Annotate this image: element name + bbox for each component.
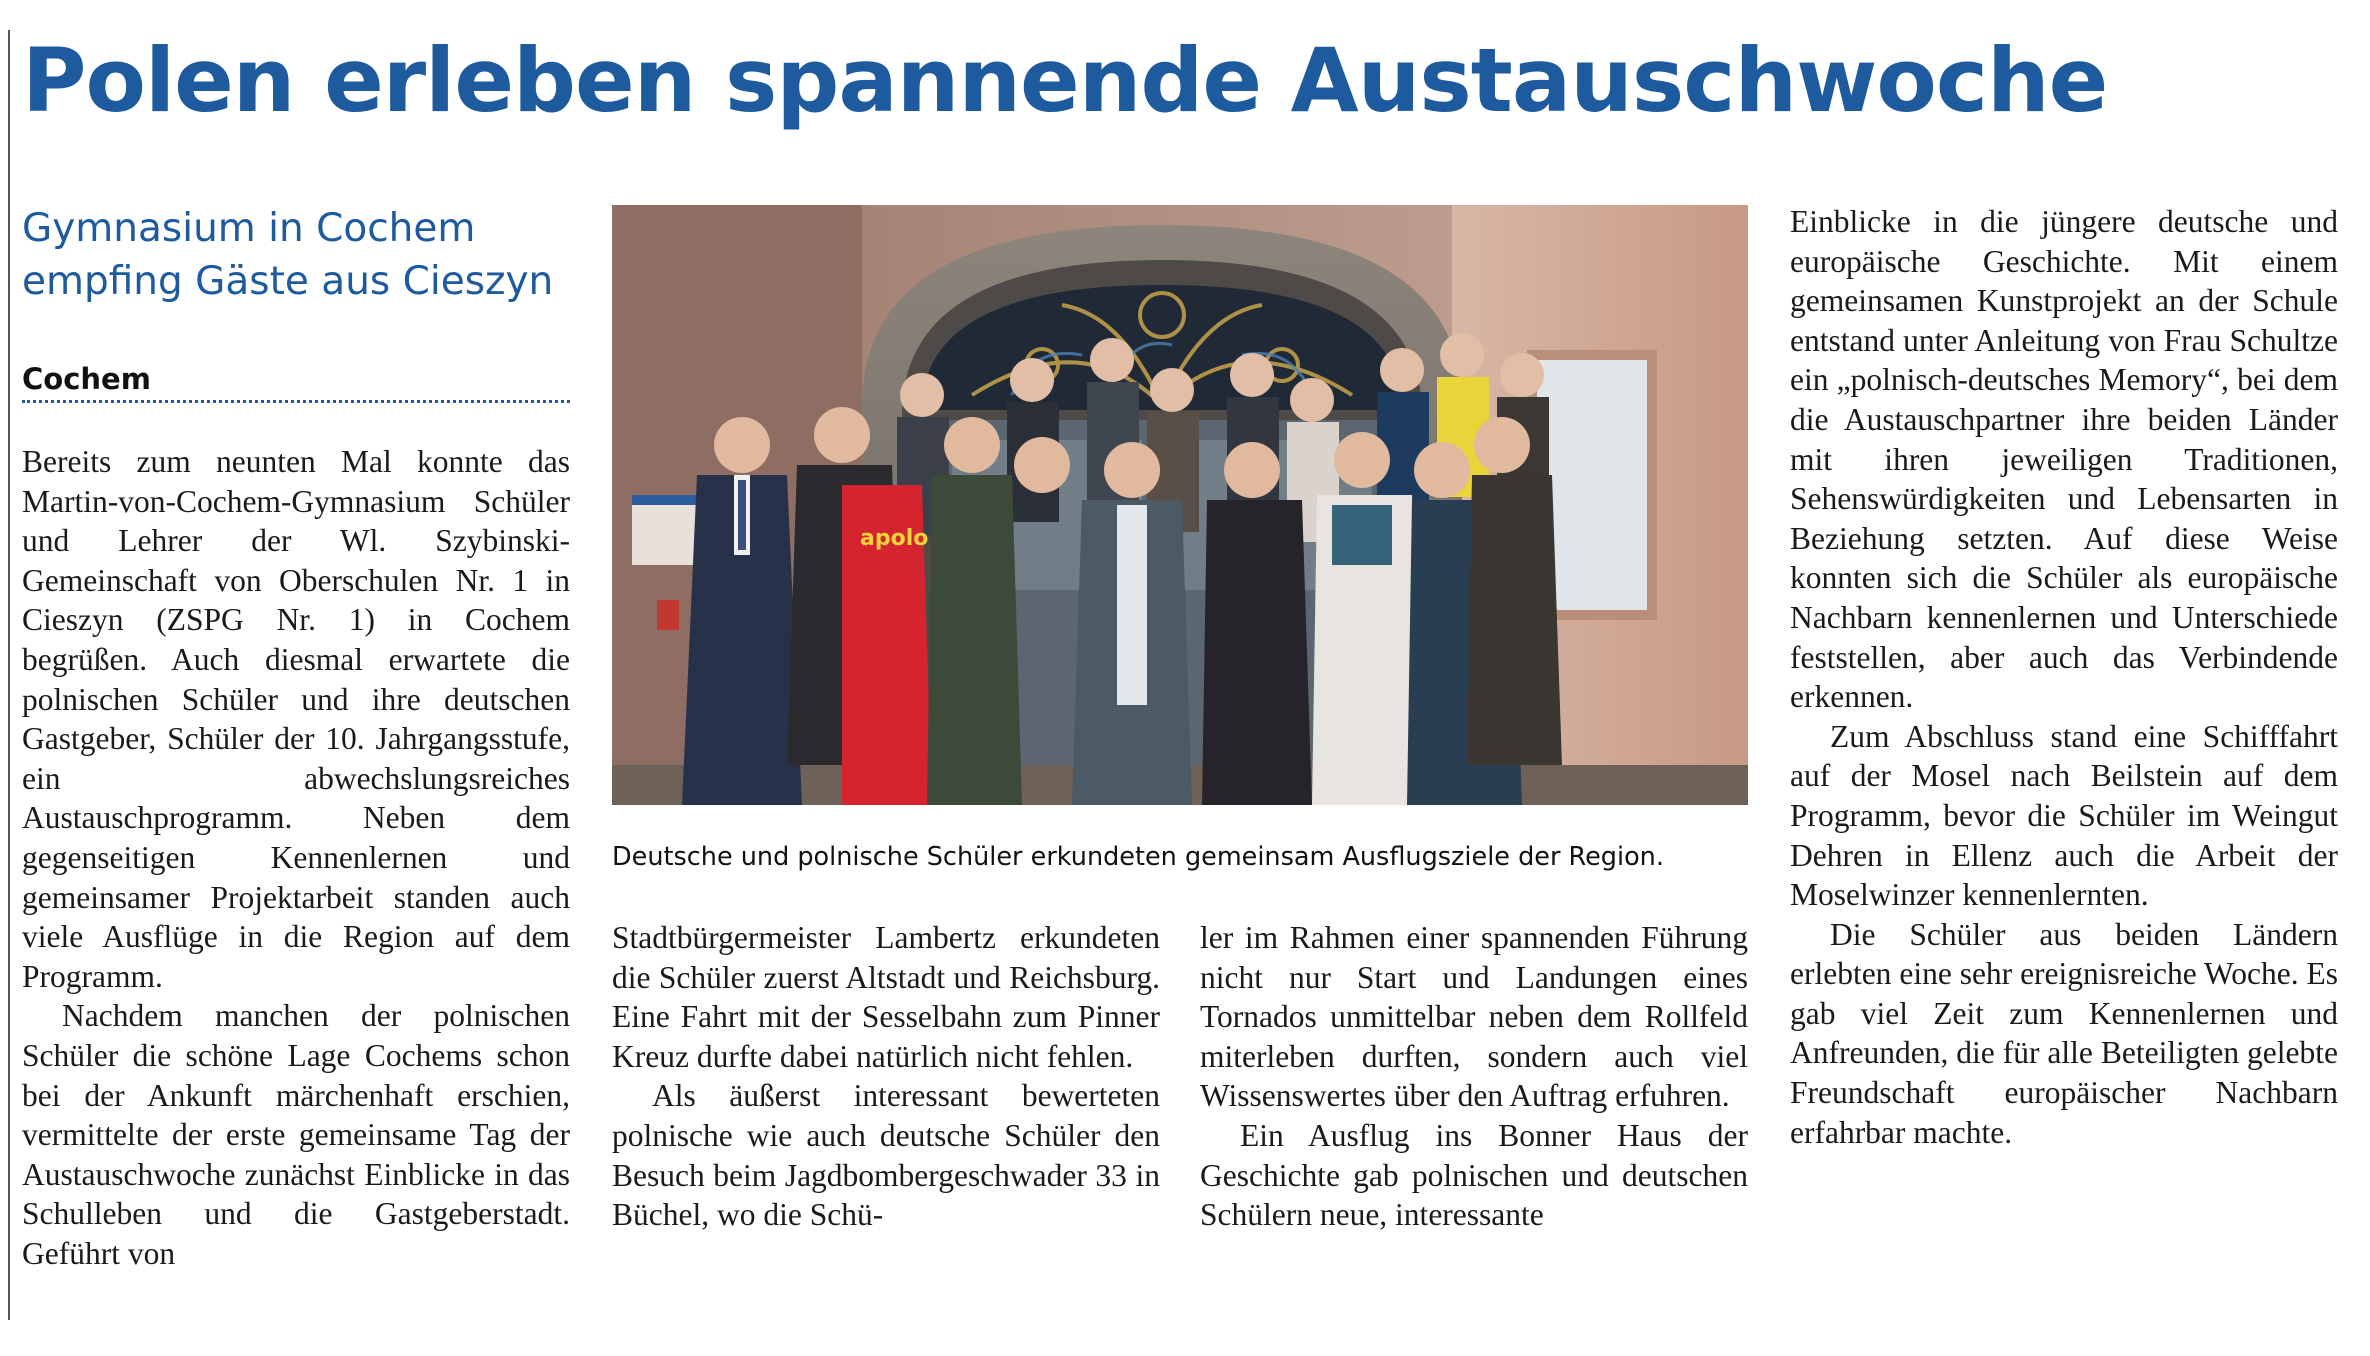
- body-paragraph-5: Zum Abschluss stand eine Schifffahrt auf der Mosel nach Beilstein auf dem Programm, bevor die Schüler im Weingut Dehren in Ellenz auch die Arbeit der Moselwinzer kennenlernten.: [1790, 718, 2338, 913]
- article-photo: [612, 205, 1748, 805]
- group-photo-illustration: [612, 205, 1748, 805]
- body-paragraph-4-continued: Einblicke in die jüngere deutsche und europäische Geschichte. Mit einem gemeinsamen Kunstprojekt an der Schule entstand unter Anleitung von Frau Schultze ein „polnisch-deutsches Memory“, bei dem die Austauschpartner ihre beiden Länder mit ihren jeweiligen Traditionen, Sehenswürdigkeiten und Lebensarten in Beziehung setzten. Auf diese Weise konnten sich die Schüler als europäische Nachbarn kennenlernen und Unterschiede feststellen, aber auch das Verbindende erkennen.: [1790, 204, 2338, 715]
- body-paragraph-1: Bereits zum neunten Mal konnte das Martin-von-Cochem-Gymnasium Schüler und Lehrer der Wl. Szybinski-Gemeinschaft von Oberschulen Nr. 1 in Cieszyn (ZSPG Nr. 1) in Cochem begrüßen. Auch diesmal erwartete die polnischen Schüler und ihre deutschen Gastgeber, Schüler der 10. Jahrgangsstufe, ein abwechslungsreiches Austauschprogramm. Neben dem gegenseitigen Kennenlernen und gemeinsamer Projektarbeit standen auch viele Ausflüge in die Region auf dem Programm.: [22, 444, 570, 994]
- subheadline-line-2: empfing Gäste aus Cieszyn: [22, 259, 554, 304]
- subheadline-line-1: Gymnasium in Cochem: [22, 206, 476, 251]
- left-column-rule: [8, 30, 10, 1320]
- body-paragraph-4-start: Ein Ausflug ins Bonner Haus der Geschichte gab polnischen und deutschen Schülern neue, interessante: [1200, 1117, 1748, 1233]
- article-column-4: [1790, 202, 2338, 1152]
- body-paragraph-2-continued: Stadtbürgermeister Lambertz erkundeten die Schüler zuerst Altstadt und Reichsburg. Eine Fahrt mit der Sesselbahn zum Pinner Kreuz durfte dabei natürlich nicht fehlen.: [612, 920, 1160, 1074]
- article-column-3: [1200, 918, 1748, 1235]
- article-column-2: [612, 918, 1160, 1235]
- subheadline: [22, 202, 582, 308]
- shirt-print-text: apolo: [860, 526, 929, 551]
- body-paragraph-6: Die Schüler aus beiden Ländern erlebten eine sehr ereignisreiche Woche. Es gab viel Zeit zum Kennenlernen und Anfreunden, die für alle Beteiligten gelebte Freundschaft europäischer Nachbarn erfahrbar machte.: [1790, 916, 2338, 1150]
- body-paragraph-3-start: Als äußerst interessant bewerteten polnische wie auch deutsche Schüler den Besuch beim Jagdbombergeschwader 33 in Büchel, wo die Schü-: [612, 1078, 1160, 1233]
- body-paragraph-3-continued: ler im Rahmen einer spannenden Führung nicht nur Start und Landungen eines Tornados unmittelbar neben dem Rollfeld miterleben durften, sondern auch viel Wissenswertes über den Auftrag erfuhren.: [1200, 920, 1748, 1114]
- body-paragraph-2-start: Nachdem manchen der polnischen Schüler die schöne Lage Cochems schon bei der Ankunft märchenhaft erschien, vermittelte der erste gemeinsame Tag der Austauschwoche zunächst Einblicke in das Schulleben und die Gastgeberstadt. Geführt von: [22, 998, 570, 1271]
- headline: Polen erleben spannende Austauschwoche: [22, 29, 2108, 132]
- article-column-1: [22, 442, 570, 1273]
- dateline: Cochem: [22, 362, 570, 403]
- photo-caption: Deutsche und polnische Schüler erkundeten gemeinsam Ausflugsziele der Region.: [612, 842, 1664, 872]
